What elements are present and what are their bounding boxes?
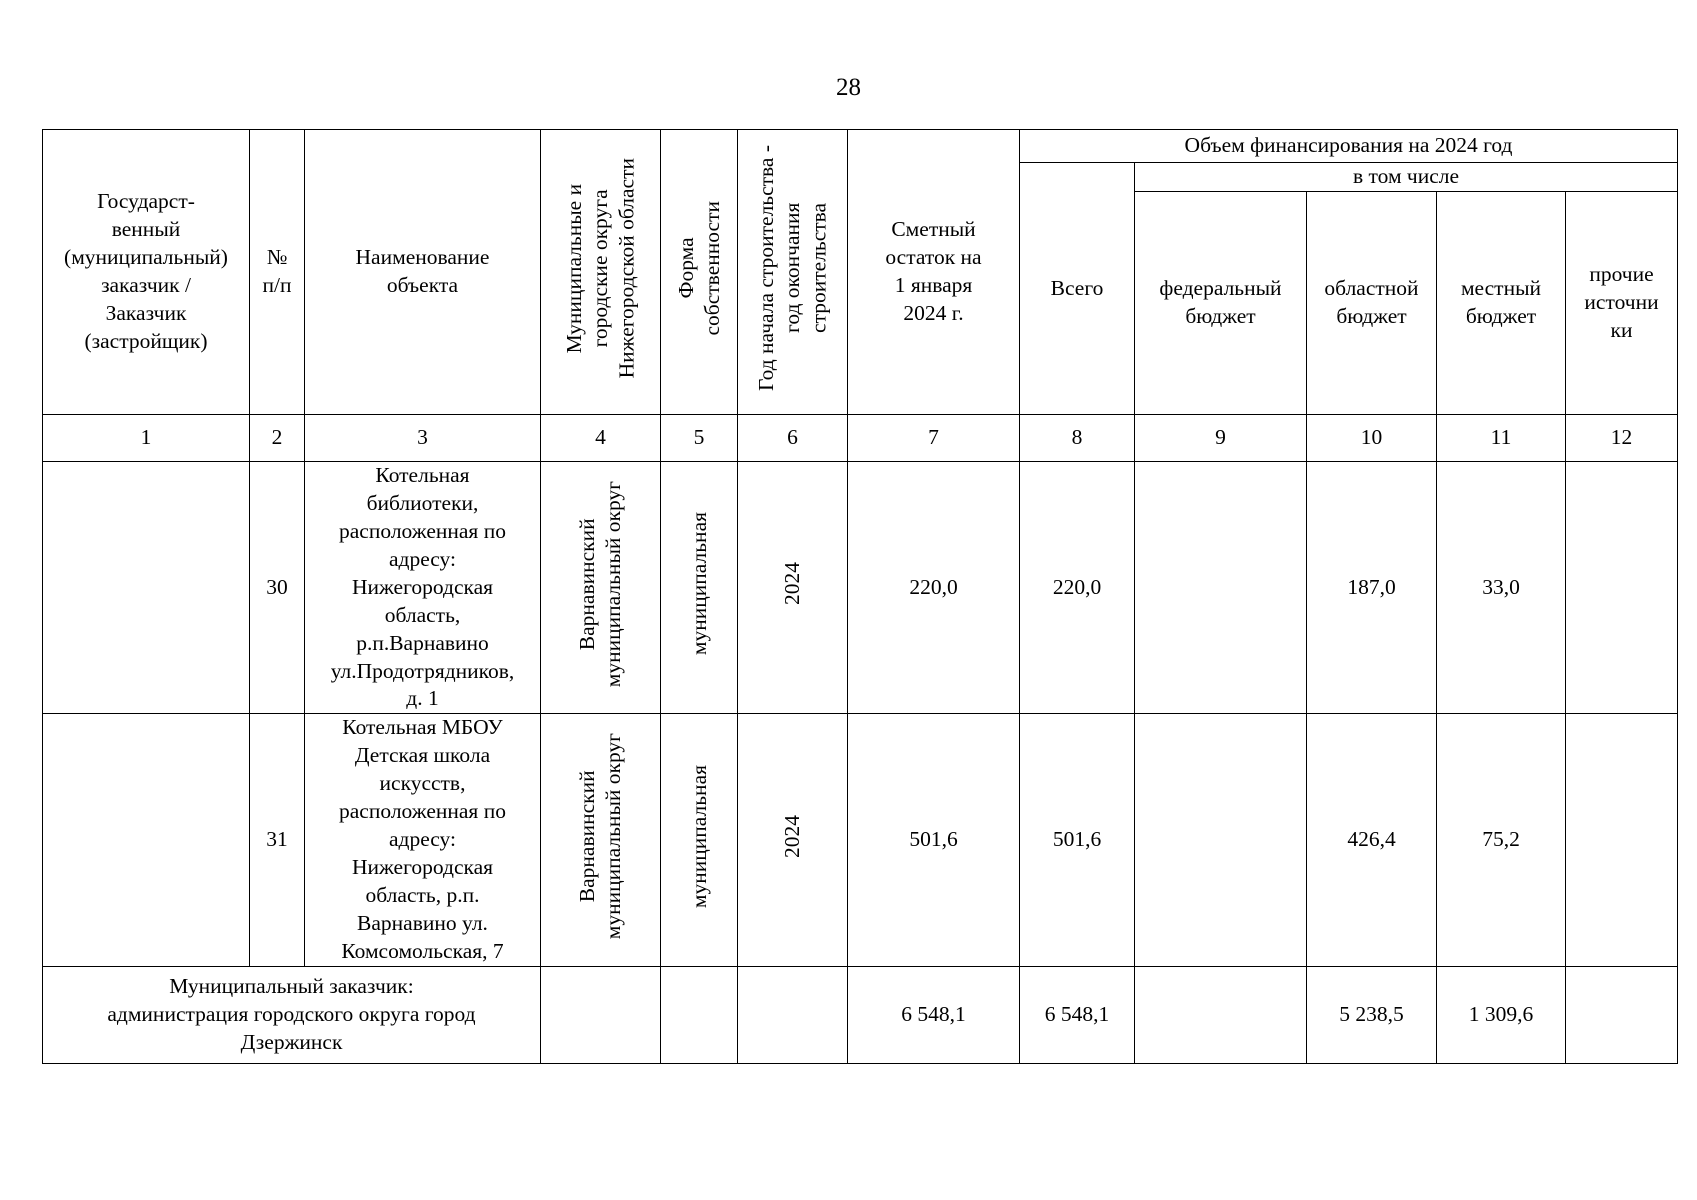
header-regional: областной бюджет: [1307, 191, 1437, 414]
column-number: 9: [1135, 414, 1307, 461]
header-years: Год начала строительства - год окончания строительства: [738, 130, 848, 415]
header-num: № п/п: [250, 130, 305, 415]
row-ownership: муниципальная: [661, 714, 738, 966]
page-number: 28: [836, 74, 861, 101]
total-row-local: 1 309,6: [1437, 966, 1566, 1063]
column-number: 1: [43, 414, 250, 461]
column-number: 4: [541, 414, 661, 461]
header-other: прочие источни ки: [1566, 191, 1678, 414]
row-customer: [43, 461, 250, 713]
column-number: 3: [305, 414, 541, 461]
total-row-total: 6 548,1: [1020, 966, 1135, 1063]
header-row-1: [43, 130, 1678, 163]
column-number: 10: [1307, 414, 1437, 461]
column-number: 5: [661, 414, 738, 461]
row-years: 2024: [738, 461, 848, 713]
total-row-empty: [738, 966, 848, 1063]
row-ownership: муниципальная: [661, 461, 738, 713]
row-estimate: 220,0: [848, 461, 1020, 713]
header-funding-title: Объем финансирования на 2024 год: [1020, 130, 1678, 163]
header-object-name: Наименование объекта: [305, 130, 541, 415]
row-object-name: Котельная библиотеки, расположенная по адресу: Нижегородская область, р.п.Варнавино ул.Продотрядников, д. 1: [305, 461, 541, 713]
total-row-empty: [541, 966, 661, 1063]
header-ownership: Форма собственности: [661, 130, 738, 415]
row-num: 30: [250, 461, 305, 713]
row-years: 2024: [738, 714, 848, 966]
total-row-other: [1566, 966, 1678, 1063]
row-local: 33,0: [1437, 461, 1566, 713]
row-total: 501,6: [1020, 714, 1135, 966]
row-num: 31: [250, 714, 305, 966]
header-including: в том числе: [1135, 163, 1678, 192]
header-estimate: Сметный остаток на 1 января 2024 г.: [848, 130, 1020, 415]
row-customer: [43, 714, 250, 966]
header-municipality: Муниципальные и городские округа Нижегородской области: [541, 130, 661, 415]
header-federal: федеральный бюджет: [1135, 191, 1307, 414]
total-row-empty: [661, 966, 738, 1063]
header-local: местный бюджет: [1437, 191, 1566, 414]
table-row: [43, 714, 1678, 966]
total-row-federal: [1135, 966, 1307, 1063]
total-row-estimate: 6 548,1: [848, 966, 1020, 1063]
row-federal: [1135, 461, 1307, 713]
column-number: 7: [848, 414, 1020, 461]
row-total: 220,0: [1020, 461, 1135, 713]
row-other: [1566, 461, 1678, 713]
row-municipality: Варнавинский муниципальный округ: [541, 461, 661, 713]
row-municipality: Варнавинский муниципальный округ: [541, 714, 661, 966]
column-number: 2: [250, 414, 305, 461]
column-number: 6: [738, 414, 848, 461]
row-federal: [1135, 714, 1307, 966]
column-number: 12: [1566, 414, 1678, 461]
table-row: [43, 461, 1678, 713]
column-number-row: [43, 414, 1678, 461]
row-regional: 426,4: [1307, 714, 1437, 966]
row-estimate: 501,6: [848, 714, 1020, 966]
row-other: [1566, 714, 1678, 966]
column-number: 11: [1437, 414, 1566, 461]
total-row-label: Муниципальный заказчик: администрация городского округа город Дзержинск: [43, 966, 541, 1063]
financing-table: [42, 129, 1678, 1064]
total-row: [43, 966, 1678, 1063]
column-number: 8: [1020, 414, 1135, 461]
row-local: 75,2: [1437, 714, 1566, 966]
header-total: Всего: [1020, 163, 1135, 415]
header-customer: Государст- венный (муниципальный) заказчик / Заказчик (застройщик): [43, 130, 250, 415]
total-row-regional: 5 238,5: [1307, 966, 1437, 1063]
row-regional: 187,0: [1307, 461, 1437, 713]
row-object-name: Котельная МБОУ Детская школа искусств, расположенная по адресу: Нижегородская область, р.п. Варнавино ул. Комсомольская, 7: [305, 714, 541, 966]
